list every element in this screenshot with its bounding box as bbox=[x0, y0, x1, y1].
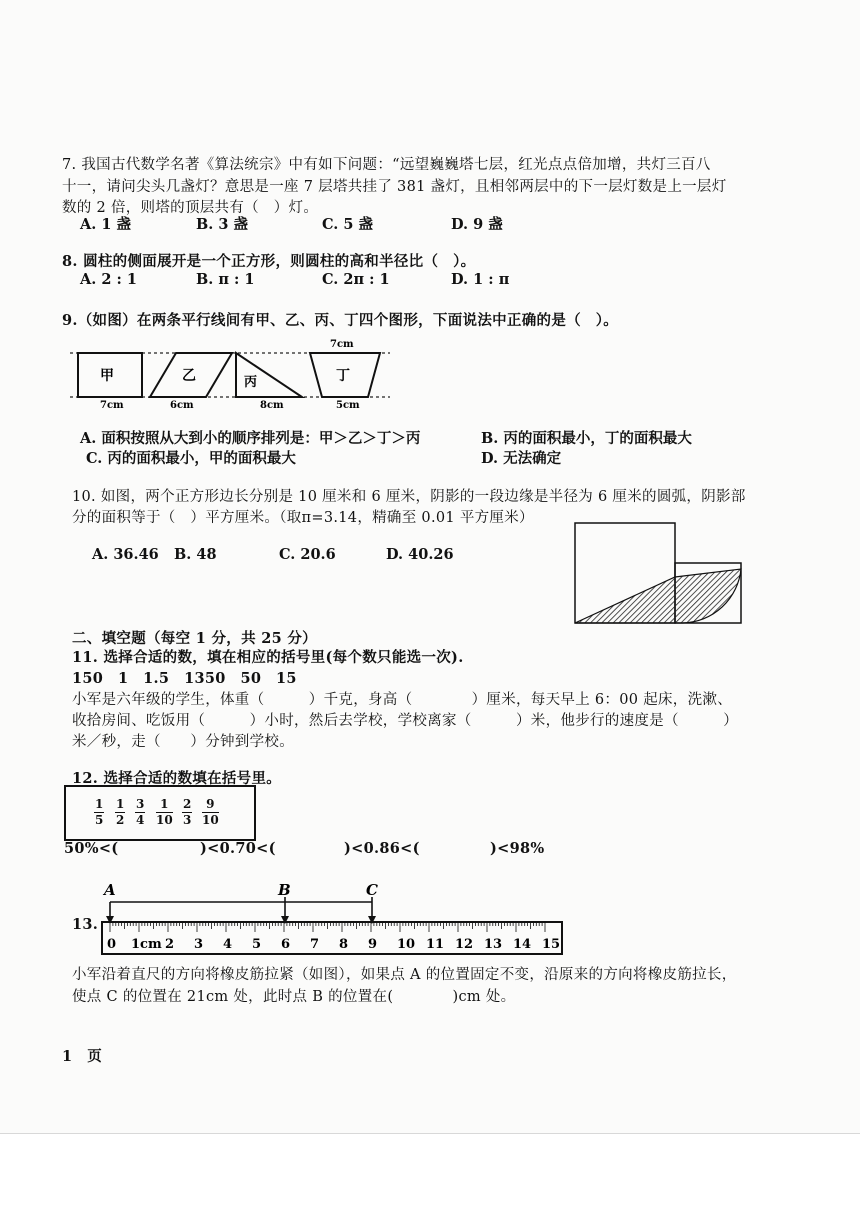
q10-line-1: 10. 如图，两个正方形边长分别是 10 厘米和 6 厘米，阴影的一段边缘是半径为 6 厘米的圆弧，阴影部 bbox=[72, 489, 746, 505]
q11-numbers: 150 1 1.5 1350 50 15 bbox=[72, 670, 297, 687]
point-a-label: A bbox=[104, 881, 116, 899]
section2-title: 二、填空题（每空 1 分，共 25 分） bbox=[72, 630, 317, 647]
q11-stem: 11. 选择合适的数，填在相应的括号里(每个数只能选一次). bbox=[72, 649, 464, 666]
ruler-number: 2 bbox=[165, 937, 175, 952]
shape-bing-label: 丙 bbox=[244, 375, 258, 390]
q7-option-a[interactable]: A. 1 盏 bbox=[80, 216, 131, 233]
ruler-number: 14 bbox=[513, 937, 532, 952]
q9-figure bbox=[70, 336, 400, 410]
q13-line-2: 使点 C 的位置在 21cm 处，此时点 B 的位置在( )cm 处。 bbox=[72, 989, 516, 1005]
q12-stem: 12. 选择合适的数填在括号里。 bbox=[72, 770, 282, 787]
q13-ruler-figure bbox=[100, 880, 564, 960]
top-length-label: 7cm bbox=[330, 339, 354, 350]
ruler-number: 13 bbox=[484, 937, 503, 952]
q7-line-1: 7. 我国古代数学名著《算法统宗》中有如下问题：“远望巍巍塔七层，红光点点倍加增，共灯三百八 bbox=[62, 157, 711, 173]
bing-length-label: 8cm bbox=[260, 400, 284, 410]
q8-option-a[interactable]: A. 2 : 1 bbox=[80, 271, 137, 288]
ruler-number: 8 bbox=[339, 937, 349, 952]
compare-part-4: )<98% bbox=[490, 840, 545, 857]
ruler-number: 5 bbox=[252, 937, 262, 952]
ruler-number: 6 bbox=[281, 937, 291, 952]
fraction-1: $\frac{1}{5}$ bbox=[95, 797, 104, 827]
q10-figure bbox=[573, 521, 745, 625]
q11-line-2: 收拾房间、吃饭用（ ）小时，然后去学校，学校离家（ ）米，他步行的速度是（ ） bbox=[72, 713, 738, 729]
ruler-number: 9 bbox=[368, 937, 378, 952]
ruler-number: 11 bbox=[426, 937, 445, 952]
ruler-number: 4 bbox=[223, 937, 233, 952]
q10-option-b[interactable]: B. 48 bbox=[174, 546, 217, 563]
ruler-number: 7 bbox=[310, 937, 320, 952]
page-number: 1 页 bbox=[62, 1048, 102, 1065]
q9-option-a[interactable]: A. 面积按照从大到小的顺序排列是：甲＞乙＞丁＞丙 bbox=[80, 430, 421, 447]
ruler-number: 1cm bbox=[131, 937, 162, 952]
ruler-number: 12 bbox=[455, 937, 474, 952]
ruler-number: 0 bbox=[107, 937, 117, 952]
q7-option-b[interactable]: B. 3 盏 bbox=[196, 216, 248, 233]
q10-option-d[interactable]: D. 40.26 bbox=[386, 546, 454, 563]
q7-line-2: 十一，请问尖头几盏灯？意思是一座 7 层塔共挂了 381 盏灯，且相邻两层中的下一层灯数是上一层灯 bbox=[62, 179, 727, 195]
q9-option-c[interactable]: C. 丙的面积最小，甲的面积最大 bbox=[86, 450, 296, 467]
q13-line-1: 小军沿着直尺的方向将橡皮筋拉紧（如图），如果点 A 的位置固定不变，沿原来的方向将橡皮筋拉长， bbox=[72, 967, 737, 983]
yi-length-label: 6cm bbox=[170, 400, 194, 410]
ruler-ticks bbox=[110, 922, 545, 932]
q8-stem: 8. 圆柱的侧面展开是一个正方形，则圆柱的高和半径比（ ）。 bbox=[62, 253, 476, 270]
ruler-number: 10 bbox=[397, 937, 416, 952]
ruler-numbers bbox=[107, 937, 560, 952]
compare-part-3: )<0.86<( bbox=[344, 840, 420, 857]
q13-number: 13. bbox=[72, 916, 99, 933]
shape-yi-label: 乙 bbox=[182, 368, 196, 384]
compare-part-2: )<0.70<( bbox=[200, 840, 276, 857]
q9-stem: 9.（如图）在两条平行线间有甲、乙、丙、丁四个图形，下面说法中正确的是（ ）。 bbox=[62, 312, 619, 329]
q7-line-3: 数的 2 倍，则塔的顶层共有（ ）灯。 bbox=[62, 200, 319, 216]
fraction-2: $\frac{1}{2}$ bbox=[116, 797, 125, 827]
q9-option-d[interactable]: D. 无法确定 bbox=[481, 450, 562, 467]
q9-option-b[interactable]: B. 丙的面积最小，丁的面积最大 bbox=[481, 430, 692, 447]
q11-line-1: 小军是六年级的学生，体重（ ）千克，身高（ ）厘米，每天早上 6：00 起床，洗漱、 bbox=[72, 692, 732, 708]
point-c-label: C bbox=[366, 881, 378, 899]
fraction-3: $\frac{3}{4}$ bbox=[136, 797, 145, 827]
ruler-number: 3 bbox=[194, 937, 204, 952]
q10-option-a[interactable]: A. 36.46 bbox=[92, 546, 159, 563]
fraction-4: $\frac{1}{10}$ bbox=[156, 797, 173, 827]
fraction-5: $\frac{2}{3}$ bbox=[183, 797, 192, 827]
ruler-number: 15 bbox=[542, 937, 561, 952]
q8-option-d[interactable]: D. 1 : π bbox=[451, 271, 510, 288]
q11-line-3: 米／秒，走（ ）分钟到学校。 bbox=[72, 734, 294, 750]
jia-length-label: 7cm bbox=[100, 400, 124, 410]
q10-line-2: 分的面积等于（ ）平方厘米。（取π=3.14，精确至 0.01 平方厘米） bbox=[72, 510, 534, 526]
q8-option-c[interactable]: C. 2π : 1 bbox=[322, 271, 390, 288]
q8-option-b[interactable]: B. π : 1 bbox=[196, 271, 255, 288]
q7-option-c[interactable]: C. 5 盏 bbox=[322, 216, 374, 233]
fraction-6: $\frac{9}{10}$ bbox=[202, 797, 219, 827]
compare-part-1: 50%<( bbox=[64, 840, 119, 857]
shape-ding-label: 丁 bbox=[336, 368, 350, 384]
q10-option-c[interactable]: C. 20.6 bbox=[279, 546, 336, 563]
point-b-label: B bbox=[278, 881, 291, 899]
q7-option-d[interactable]: D. 9 盏 bbox=[451, 216, 503, 233]
ding-length-label: 5cm bbox=[336, 400, 360, 410]
shaded-region bbox=[575, 569, 741, 623]
shape-jia-label: 甲 bbox=[100, 368, 114, 384]
